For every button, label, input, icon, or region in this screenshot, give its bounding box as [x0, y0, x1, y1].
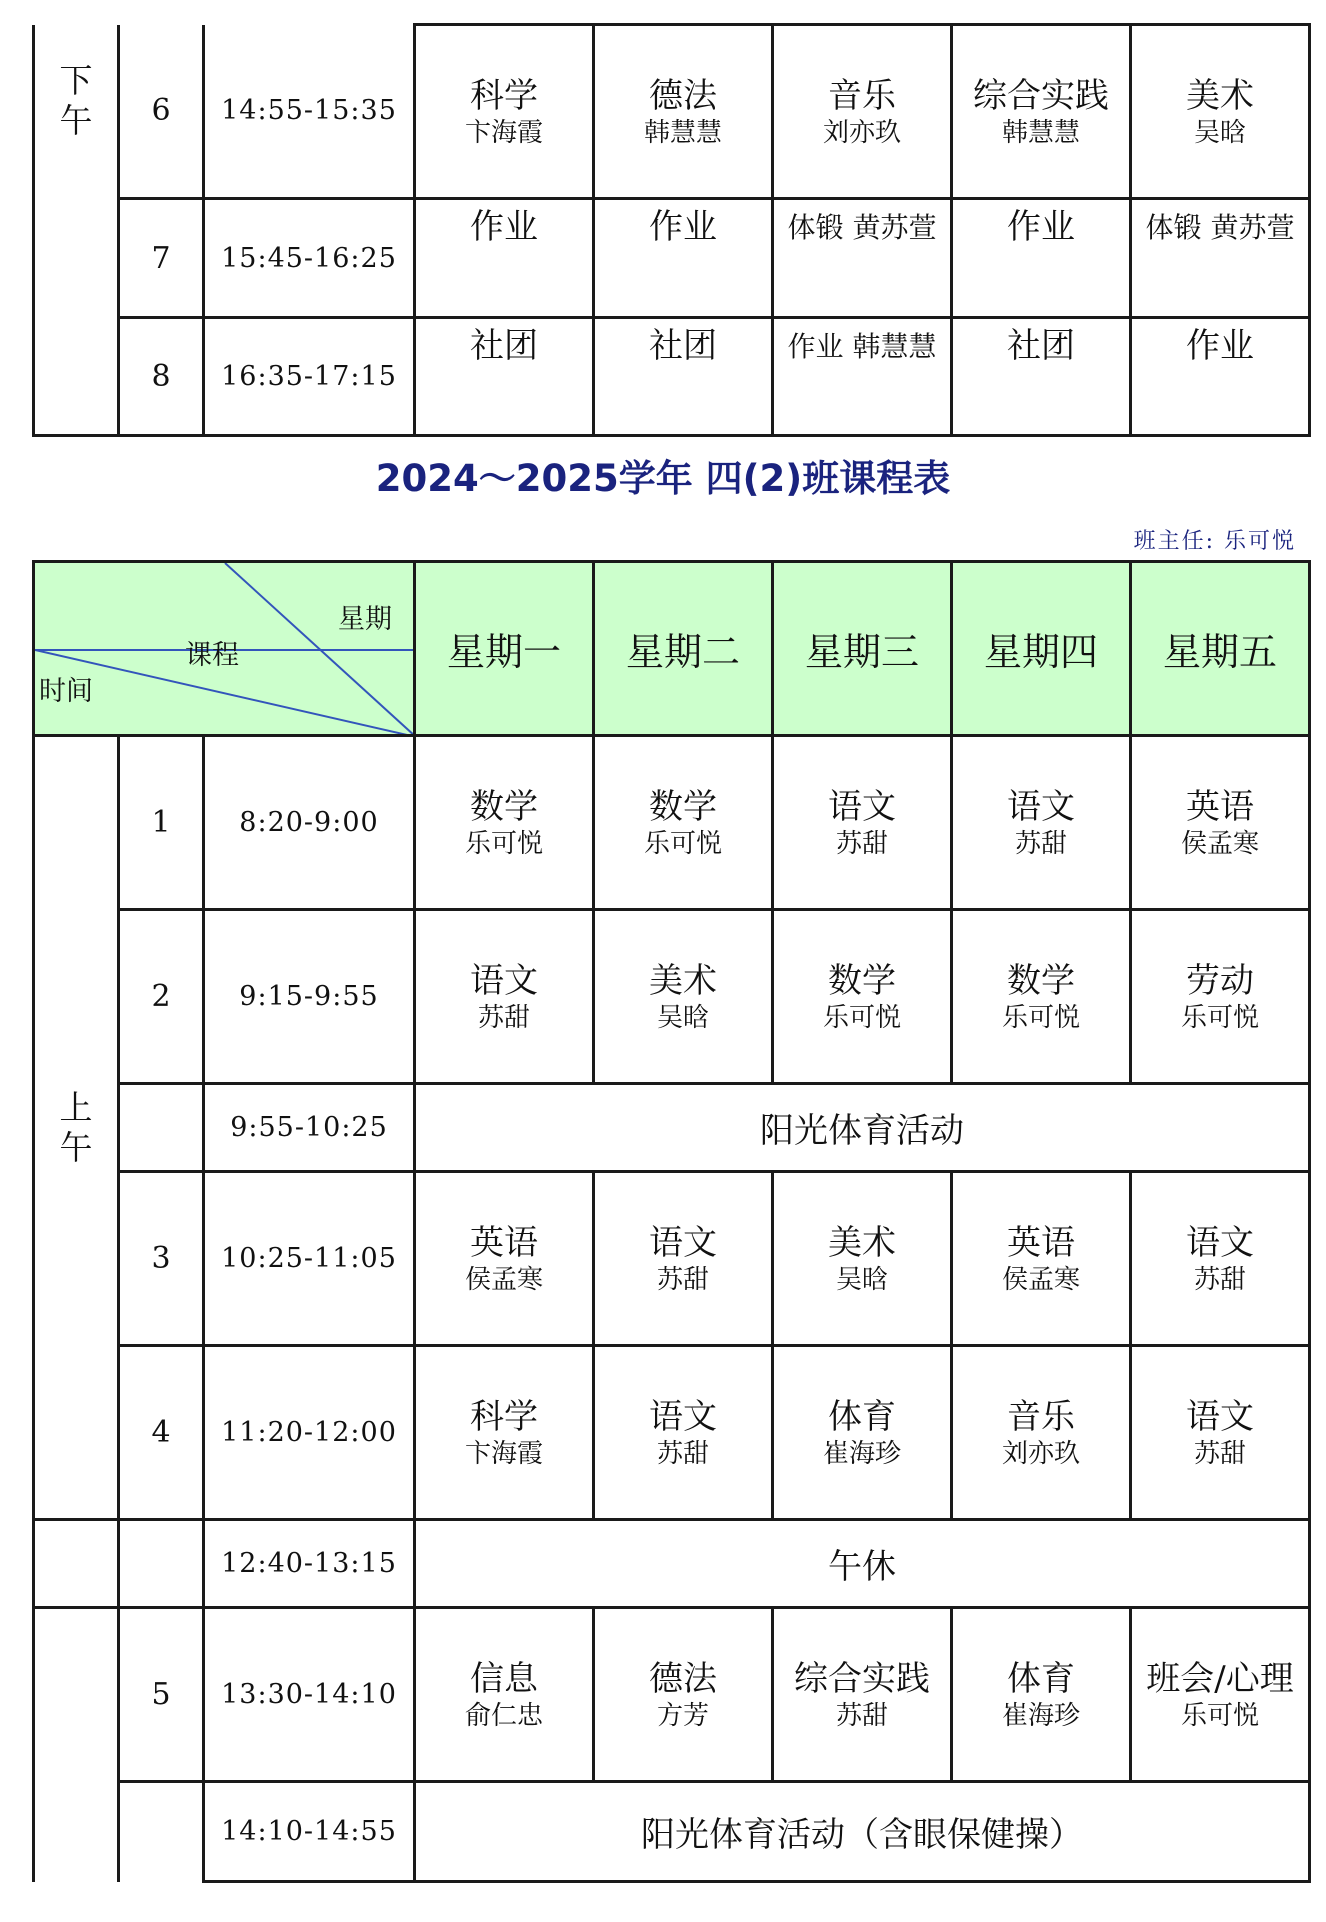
period-time: 16:35-17:15 — [204, 318, 415, 436]
empty-period-cell — [119, 1782, 204, 1882]
period-number: 8 — [119, 318, 204, 436]
lesson-cell: 作业 — [594, 199, 773, 318]
period-number: 2 — [119, 910, 204, 1084]
period-number: 6 — [119, 25, 204, 199]
period-time: 8:20-9:00 — [204, 736, 415, 910]
empty-period-cell — [119, 1084, 204, 1172]
lesson-cell: 英语 侯孟寒 — [415, 1172, 594, 1346]
header-corner-cell — [34, 562, 415, 736]
day-header-mon: 星期一 — [415, 562, 594, 736]
empty-segment-cell — [34, 1520, 119, 1608]
lesson-cell: 美术 吴晗 — [594, 910, 773, 1084]
lesson-cell: 音乐 刘亦玖 — [773, 25, 952, 199]
lesson-cell: 音乐 刘亦玖 — [952, 1346, 1131, 1520]
corner-day-label: 星期 — [338, 604, 392, 635]
lesson-cell: 语文 苏甜 — [1131, 1346, 1310, 1520]
corner-course-label: 课程 — [185, 640, 239, 671]
lesson-cell: 社团 — [594, 318, 773, 436]
noon-break: 午休 — [415, 1520, 1310, 1608]
lesson-cell: 数学 乐可悦 — [594, 736, 773, 910]
lesson-cell: 科学 卞海霞 — [415, 25, 594, 199]
lesson-cell: 语文 苏甜 — [594, 1346, 773, 1520]
lesson-cell: 作业 — [415, 199, 594, 318]
period-time: 13:30-14:10 — [204, 1608, 415, 1782]
lesson-cell: 语文 苏甜 — [594, 1172, 773, 1346]
top-fragment-table — [32, 23, 1311, 437]
lesson-cell: 劳动 乐可悦 — [1131, 910, 1310, 1084]
lesson-cell: 语文 苏甜 — [415, 910, 594, 1084]
lesson-cell: 社团 — [415, 318, 594, 436]
day-header-thu: 星期四 — [952, 562, 1131, 736]
lesson-cell: 体育 崔海珍 — [773, 1346, 952, 1520]
lesson-cell: 班会/心理 乐可悦 — [1131, 1608, 1310, 1782]
lesson-cell: 体育 崔海珍 — [952, 1608, 1131, 1782]
lesson-cell: 美术 吴晗 — [773, 1172, 952, 1346]
lesson-cell: 数学 乐可悦 — [773, 910, 952, 1084]
lesson-cell: 语文 苏甜 — [1131, 1172, 1310, 1346]
period-time: 12:40-13:15 — [204, 1520, 415, 1608]
period-time: 14:10-14:55 — [204, 1782, 415, 1882]
day-header-tue: 星期二 — [594, 562, 773, 736]
lesson-cell: 综合实践 韩慧慧 — [952, 25, 1131, 199]
segment-morning-label: 上 午 — [34, 736, 119, 1520]
lesson-cell: 英语 侯孟寒 — [1131, 736, 1310, 910]
lesson-cell: 语文 苏甜 — [773, 736, 952, 910]
segment-afternoon-cell — [34, 1608, 119, 1882]
period-time: 11:20-12:00 — [204, 1346, 415, 1520]
lesson-cell: 作业 — [952, 199, 1131, 318]
period-time: 9:15-9:55 — [204, 910, 415, 1084]
lesson-cell: 体锻 黄苏萱 — [773, 199, 952, 318]
lesson-cell: 数学 乐可悦 — [952, 910, 1131, 1084]
head-teacher-label: 班主任: 乐可悦 — [1133, 529, 1296, 554]
lesson-cell: 语文 苏甜 — [952, 736, 1131, 910]
period-time: 15:45-16:25 — [204, 199, 415, 318]
period-time: 10:25-11:05 — [204, 1172, 415, 1346]
lesson-cell: 数学 乐可悦 — [415, 736, 594, 910]
break-activity: 阳光体育活动（含眼保健操） — [415, 1782, 1310, 1882]
empty-period-cell — [119, 1520, 204, 1608]
lesson-cell: 体锻 黄苏萱 — [1131, 199, 1310, 318]
schedule-title: 2024～2025学年 四(2)班课程表 — [375, 457, 951, 500]
corner-time-label: 时间 — [39, 676, 93, 707]
lesson-cell: 社团 — [952, 318, 1131, 436]
lesson-cell: 德法 韩慧慧 — [594, 25, 773, 199]
lesson-cell: 综合实践 苏甜 — [773, 1608, 952, 1782]
lesson-cell: 德法 方芳 — [594, 1608, 773, 1782]
segment-afternoon-label: 下 午 — [34, 25, 119, 436]
break-activity: 阳光体育活动 — [415, 1084, 1310, 1172]
lesson-cell: 信息 俞仁忠 — [415, 1608, 594, 1782]
period-time: 9:55-10:25 — [204, 1084, 415, 1172]
period-number: 7 — [119, 199, 204, 318]
period-number: 4 — [119, 1346, 204, 1520]
lesson-cell: 作业 — [1131, 318, 1310, 436]
lesson-cell: 英语 侯孟寒 — [952, 1172, 1131, 1346]
period-number: 5 — [119, 1608, 204, 1782]
period-number: 3 — [119, 1172, 204, 1346]
day-header-wed: 星期三 — [773, 562, 952, 736]
day-header-fri: 星期五 — [1131, 562, 1310, 736]
lesson-cell: 作业 韩慧慧 — [773, 318, 952, 436]
period-number: 1 — [119, 736, 204, 910]
period-time: 14:55-15:35 — [204, 25, 415, 199]
schedule-table — [32, 560, 1311, 1883]
lesson-cell: 科学 卞海霞 — [415, 1346, 594, 1520]
lesson-cell: 美术 吴晗 — [1131, 25, 1310, 199]
